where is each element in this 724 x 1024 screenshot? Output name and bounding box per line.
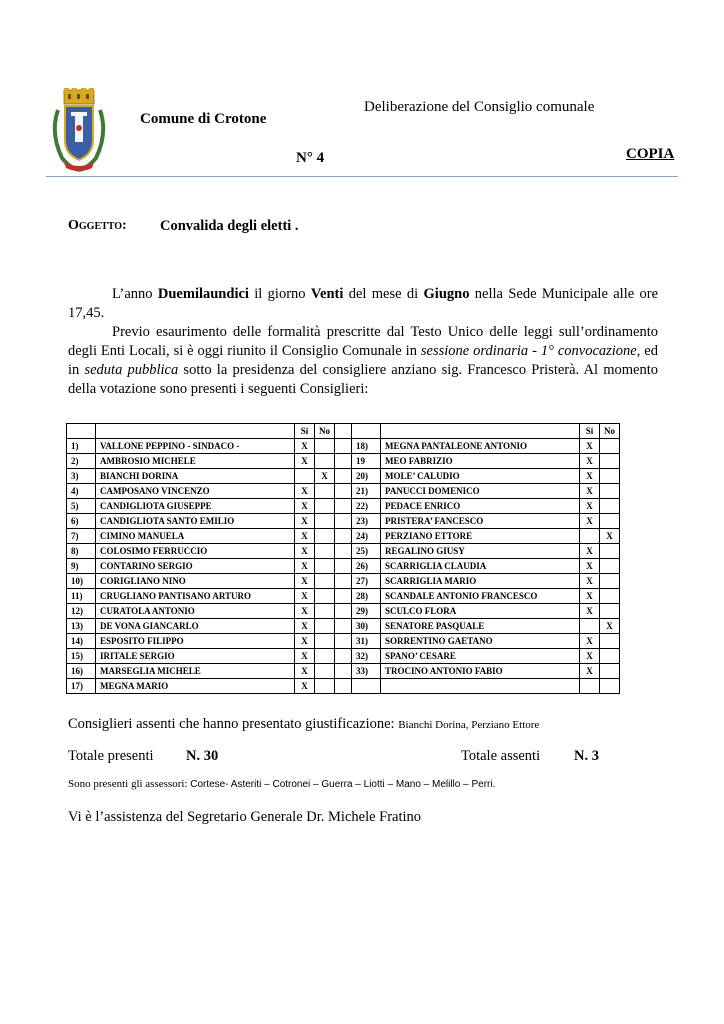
councillor-name: MOLE’ CALUDIO [381, 469, 580, 484]
coat-of-arms-icon [48, 88, 110, 174]
absent-mark [315, 619, 335, 634]
table-row [67, 469, 620, 484]
councillor-name: DE VONA GIANCARLO [96, 619, 295, 634]
councillor-name: TROCINO ANTONIO FABIO [381, 664, 580, 679]
absent-mark [600, 634, 620, 649]
councillor-number: 14) [67, 634, 96, 649]
column-gap [335, 544, 352, 559]
councillor-name: CIMINO MANUELA [96, 529, 295, 544]
absent-mark [600, 649, 620, 664]
present-mark: X [295, 454, 315, 469]
councillor-name: VALLONE PEPPINO - SINDACO - [96, 439, 295, 454]
total-present-value: N. 30 [186, 748, 219, 764]
present-mark: X [580, 469, 600, 484]
present-mark: X [295, 679, 315, 694]
present-mark [295, 469, 315, 484]
absent-mark [315, 454, 335, 469]
councillor-number: 28) [352, 589, 381, 604]
councillor-name [381, 679, 580, 694]
absent-mark: X [600, 529, 620, 544]
present-mark: X [295, 664, 315, 679]
column-header-no: No [315, 424, 335, 439]
present-mark [580, 619, 600, 634]
column-gap [335, 574, 352, 589]
absent-mark [315, 514, 335, 529]
absent-mark [600, 499, 620, 514]
absent-mark [600, 589, 620, 604]
absent-mark: X [315, 469, 335, 484]
document-type: Deliberazione del Consiglio comunale [364, 99, 595, 115]
table-row [67, 544, 620, 559]
councillor-number: 30) [352, 619, 381, 634]
absent-mark [600, 484, 620, 499]
councillor-number: 23) [352, 514, 381, 529]
justified-absences: Consiglieri assenti che hanno presentato giustificazione: Bianchi Dorina, Perziano Ettore [68, 716, 540, 732]
table-row [67, 649, 620, 664]
deliberation-number: N° 4 [296, 150, 325, 166]
councillor-name: PRISTERA’ FANCESCO [381, 514, 580, 529]
present-mark: X [580, 604, 600, 619]
councillor-name: BIANCHI DORINA [96, 469, 295, 484]
table-row [67, 664, 620, 679]
councillor-name: CONTARINO SERGIO [96, 559, 295, 574]
assessors-present: Sono presenti gli assessori: Cortese- Asteriti – Cotronei – Guerra – Liotti – Mano – Melillo – Perri. [68, 778, 496, 790]
table-row [67, 574, 620, 589]
total-present-label: Totale presenti [68, 748, 154, 764]
absent-mark [315, 574, 335, 589]
present-mark: X [295, 649, 315, 664]
councillor-number: 3) [67, 469, 96, 484]
present-mark: X [580, 634, 600, 649]
councillor-name: CRUGLIANO PANTISANO ARTURO [96, 589, 295, 604]
present-mark: X [580, 499, 600, 514]
councillor-number: 33) [352, 664, 381, 679]
councillor-name: CANDIGLIOTA SANTO EMILIO [96, 514, 295, 529]
absent-mark [315, 484, 335, 499]
present-mark: X [580, 484, 600, 499]
councillor-name: PEDACE ENRICO [381, 499, 580, 514]
column-gap [335, 559, 352, 574]
table-row [67, 589, 620, 604]
present-mark: X [295, 484, 315, 499]
absent-mark [315, 529, 335, 544]
assessors-list: Cortese- Asteriti – Cotronei – Guerra – Liotti – Mano – Melillo – Perri. [190, 779, 496, 790]
present-mark: X [580, 649, 600, 664]
column-header-si: Si [580, 424, 600, 439]
absent-mark [600, 559, 620, 574]
present-mark: X [580, 454, 600, 469]
present-mark: X [295, 589, 315, 604]
table-header-row [67, 424, 620, 439]
councillor-number: 8) [67, 544, 96, 559]
absent-mark [315, 589, 335, 604]
column-gap [335, 619, 352, 634]
present-mark: X [580, 589, 600, 604]
councillor-name: SCULCO FLORA [381, 604, 580, 619]
councillor-name: AMBROSIO MICHELE [96, 454, 295, 469]
subject-text: Convalida degli eletti . [160, 218, 299, 234]
table-row [67, 634, 620, 649]
absent-mark [600, 664, 620, 679]
present-mark: X [295, 574, 315, 589]
councillor-name: CANDIGLIOTA GIUSEPPE [96, 499, 295, 514]
councillor-number: 10) [67, 574, 96, 589]
column-gap [335, 454, 352, 469]
councillor-name: PERZIANO ETTORE [381, 529, 580, 544]
absent-mark [315, 544, 335, 559]
table-row [67, 529, 620, 544]
present-mark: X [295, 544, 315, 559]
councillor-number: 17) [67, 679, 96, 694]
absent-mark [315, 604, 335, 619]
present-mark: X [580, 664, 600, 679]
intro-paragraph: L’anno Duemilaundici il giorno Venti del mese di Giugno nella Sede Municipale alle ore 17,45. [68, 286, 659, 321]
column-header-si: Si [295, 424, 315, 439]
councillor-name: SENATORE PASQUALE [381, 619, 580, 634]
councillor-name: CORIGLIANO NINO [96, 574, 295, 589]
present-mark: X [580, 514, 600, 529]
councillor-name: ESPOSITO FILIPPO [96, 634, 295, 649]
column-gap [335, 679, 352, 694]
councillor-number: 25) [352, 544, 381, 559]
absent-mark [315, 634, 335, 649]
column-gap [335, 604, 352, 619]
absent-mark [600, 454, 620, 469]
table-row [67, 619, 620, 634]
present-mark: X [295, 619, 315, 634]
councillor-number [352, 679, 381, 694]
column-gap [335, 664, 352, 679]
absent-mark [600, 604, 620, 619]
councillor-number: 5) [67, 499, 96, 514]
table-row [67, 454, 620, 469]
councillor-name: SCANDALE ANTONIO FRANCESCO [381, 589, 580, 604]
councillor-number: 16) [67, 664, 96, 679]
session-paragraph: Previo esaurimento delle formalità prescritte dal Testo Unico delle leggi sull’ordinamento degli Enti Locali, si è oggi riunito il Consiglio Comunale in sessione ordinaria - 1° convocazione, ed in seduta pubblica sotto la presidenza del consigliere anziano sig. Francesco Pristerà. Al momento della votazione sono presenti i seguenti Consiglieri: [68, 324, 658, 397]
table-row [67, 514, 620, 529]
councillor-name: CURATOLA ANTONIO [96, 604, 295, 619]
table-row [67, 439, 620, 454]
present-mark: X [295, 514, 315, 529]
table-row [67, 559, 620, 574]
absent-mark [315, 499, 335, 514]
column-gap [335, 439, 352, 454]
present-mark: X [580, 574, 600, 589]
councillor-number: 24) [352, 529, 381, 544]
table-row [67, 499, 620, 514]
councillor-name: COLOSIMO FERRUCCIO [96, 544, 295, 559]
column-gap [335, 484, 352, 499]
councillor-name: SCARRIGLIA MARIO [381, 574, 580, 589]
councillor-number: 2) [67, 454, 96, 469]
present-mark: X [580, 559, 600, 574]
column-gap [335, 589, 352, 604]
present-mark: X [295, 604, 315, 619]
councillor-number: 13) [67, 619, 96, 634]
councillor-name: CAMPOSANO VINCENZO [96, 484, 295, 499]
column-gap [335, 529, 352, 544]
present-mark: X [295, 499, 315, 514]
month: Giugno [423, 286, 470, 302]
year: Duemilaundici [157, 286, 249, 302]
councillor-number: 18) [352, 439, 381, 454]
absent-mark [315, 649, 335, 664]
session-mode: seduta pubblica [84, 362, 179, 378]
column-header-no: No [600, 424, 620, 439]
councillor-number: 4) [67, 484, 96, 499]
councillor-name: MEO FABRIZIO [381, 454, 580, 469]
councillor-name: SCARRIGLIA CLAUDIA [381, 559, 580, 574]
table-row [67, 604, 620, 619]
councillor-number: 31) [352, 634, 381, 649]
present-mark: X [580, 544, 600, 559]
councillor-number: 6) [67, 514, 96, 529]
councillors-table [66, 423, 620, 694]
councillor-number: 9) [67, 559, 96, 574]
column-gap [335, 514, 352, 529]
day: Venti [310, 286, 344, 302]
session-type: sessione ordinaria - 1° convocazione [420, 343, 637, 359]
total-absent-label: Totale assenti [461, 748, 541, 764]
councillor-name: MEGNA MARIO [96, 679, 295, 694]
councillor-number: 15) [67, 649, 96, 664]
absent-mark [315, 439, 335, 454]
copy-label: COPIA [626, 146, 675, 162]
table-row [67, 484, 620, 499]
municipality-name: Comune di Crotone [140, 111, 267, 127]
councillor-number: 21) [352, 484, 381, 499]
body-text [68, 285, 658, 399]
absent-mark [600, 514, 620, 529]
absent-mark [600, 574, 620, 589]
present-mark: X [295, 439, 315, 454]
councillor-number: 26) [352, 559, 381, 574]
absent-mark [315, 679, 335, 694]
councillor-name: MEGNA PANTALEONE ANTONIO [381, 439, 580, 454]
councillor-number: 11) [67, 589, 96, 604]
absent-mark [600, 469, 620, 484]
subject-label: Oggetto: [68, 218, 127, 233]
present-mark: X [295, 529, 315, 544]
councillor-name: PANUCCI DOMENICO [381, 484, 580, 499]
councillor-number: 12) [67, 604, 96, 619]
present-mark: X [295, 634, 315, 649]
absent-mark [315, 664, 335, 679]
councillor-number: 1) [67, 439, 96, 454]
councillor-number: 7) [67, 529, 96, 544]
secretary-note: Vi è l’assistenza del Segretario Generale Dr. Michele Fratino [68, 809, 422, 825]
councillor-number: 20) [352, 469, 381, 484]
councillor-name: MARSEGLIA MICHELE [96, 664, 295, 679]
absent-mark [600, 439, 620, 454]
column-gap [335, 634, 352, 649]
present-mark [580, 679, 600, 694]
absent-mark [600, 544, 620, 559]
column-gap [335, 469, 352, 484]
absent-mark [600, 679, 620, 694]
councillor-name: IRITALE SERGIO [96, 649, 295, 664]
present-mark: X [295, 559, 315, 574]
councillor-name: REGALINO GIUSY [381, 544, 580, 559]
total-absent-value: N. 3 [574, 748, 599, 764]
absent-names: Bianchi Dorina, Perziano Ettore [398, 719, 540, 731]
councillor-number: 27) [352, 574, 381, 589]
crotone-coat-of-arms [48, 88, 110, 174]
councillor-number: 19 [352, 454, 381, 469]
councillor-number: 29) [352, 604, 381, 619]
table-row [67, 679, 620, 694]
present-mark: X [580, 439, 600, 454]
column-gap [335, 499, 352, 514]
absent-mark: X [600, 619, 620, 634]
present-mark [580, 529, 600, 544]
column-gap [335, 649, 352, 664]
absent-mark [315, 559, 335, 574]
councillor-number: 22) [352, 499, 381, 514]
header-divider [46, 176, 678, 177]
councillor-name: SORRENTINO GAETANO [381, 634, 580, 649]
councillor-name: SPANO’ CESARE [381, 649, 580, 664]
councillor-number: 32) [352, 649, 381, 664]
